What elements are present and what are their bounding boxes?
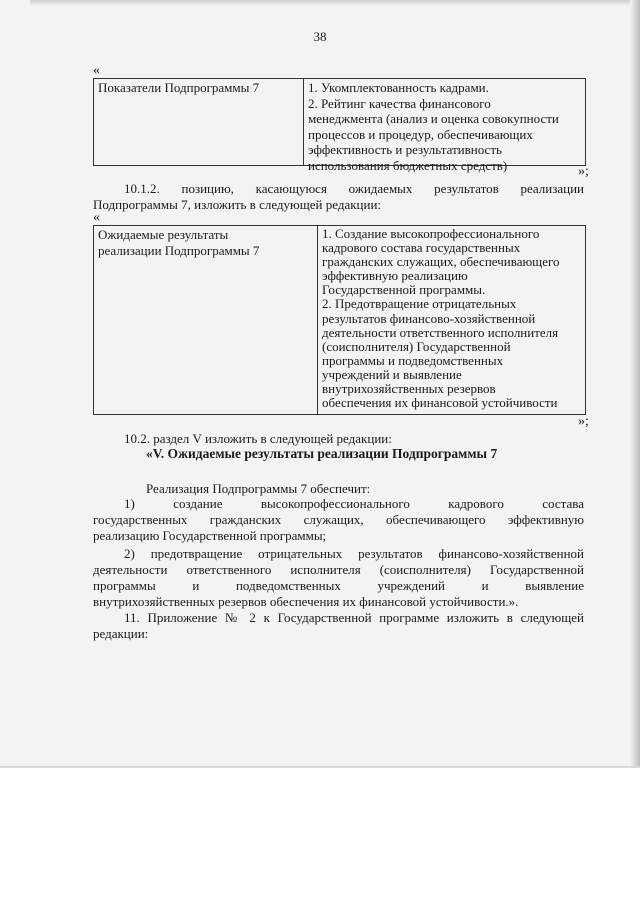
expected-results-line: кадрового состава государственных xyxy=(322,240,521,256)
expected-results-line: учреждений и выявление xyxy=(322,366,462,382)
para-10-1-2-line1: 10.1.2. позицию, касающуюся ожидаемых результатов реализации xyxy=(124,181,584,196)
expected-results-line: (соисполнителя) Государственной xyxy=(322,338,511,354)
item2-line3: программы и подведомственных учреждений и выявление xyxy=(93,578,584,593)
page-number: 38 xyxy=(313,29,327,44)
table1-open-quote: « xyxy=(93,63,100,78)
expected-results-line: внутрихозяйственных резервов xyxy=(322,381,496,397)
expected-results-value-cell xyxy=(318,226,583,414)
expected-results-label-cell xyxy=(94,226,318,414)
expected-results-line: деятельности ответственного исполнителя xyxy=(322,324,559,340)
scan-edge-shadow-top xyxy=(30,0,640,6)
expected-results-line: программы и подведомственных xyxy=(322,352,504,368)
para-10-2: 10.2. раздел V изложить в следующей редакции: xyxy=(124,431,392,446)
indicators-line: 1. Укомплектованность кадрами. xyxy=(308,80,489,95)
item2-line4: внутрихозяйственных резервов обеспечения их финансовой устойчивости.». xyxy=(93,594,519,609)
table2-open-quote: « xyxy=(93,210,100,225)
section-heading: «V. Ожидаемые результаты реализации Подпрограммы 7 xyxy=(146,446,498,461)
expected-results-line: обеспечения их финансовой устойчивости xyxy=(322,395,558,411)
item11-line2: редакции: xyxy=(93,626,149,641)
expected-results-line: 1. Создание высокопрофессионального xyxy=(322,226,540,241)
expected-results-label-line: Ожидаемые результаты xyxy=(98,227,229,242)
scan-edge-shadow-right xyxy=(630,0,640,766)
body-intro: Реализация Подпрограммы 7 обеспечит: xyxy=(146,481,371,496)
expected-results-line: гражданских служащих, обеспечивающего xyxy=(322,254,560,270)
item2-line2: деятельности ответственного исполнителя (соисполнителя) Государственной xyxy=(93,562,584,577)
indicators-line: процессов и процедур, обеспечивающих xyxy=(308,126,533,142)
item1-line2: государственных гражданских служащих, обеспечивающего эффективную xyxy=(93,512,584,527)
table2-close-quote: »; xyxy=(578,414,589,429)
item1-line3: реализацию Государственной программы; xyxy=(93,528,327,543)
expected-results-line: результатов финансово-хозяйственной xyxy=(322,310,536,326)
expected-results-line: эффективную реализацию xyxy=(322,268,468,284)
indicators-line: использования бюджетных средств) xyxy=(308,157,508,173)
table1-close-quote: »; xyxy=(578,164,589,179)
item2-line1: 2) предотвращение отрицательных результатов финансово-хозяйственной xyxy=(124,546,584,561)
indicators-value-cell xyxy=(304,79,583,173)
indicators-label: Показатели Подпрограммы 7 xyxy=(98,80,260,95)
indicators-line: 2. Рейтинг качества финансового xyxy=(308,95,491,111)
para-10-1-2-line2: Подпрограммы 7, изложить в следующей редакции: xyxy=(93,197,382,212)
indicators-line: эффективность и результативность xyxy=(308,142,502,158)
indicators-line: менеджмента (анализ и оценка совокупности xyxy=(308,111,559,127)
expected-results-line: 2. Предотвращение отрицательных xyxy=(322,296,517,312)
item1-line1: 1) создание высокопрофессионального кадрового состава xyxy=(124,496,584,511)
item11-line1: 11. Приложение № 2 к Государственной программе изложить в следующей xyxy=(124,610,584,625)
expected-results-line: Государственной программы. xyxy=(322,282,486,298)
indicators-label-cell xyxy=(94,79,304,165)
expected-results-label-line: реализации Подпрограммы 7 xyxy=(98,242,260,258)
indicators-table xyxy=(93,78,586,173)
expected-results-table xyxy=(93,225,586,415)
